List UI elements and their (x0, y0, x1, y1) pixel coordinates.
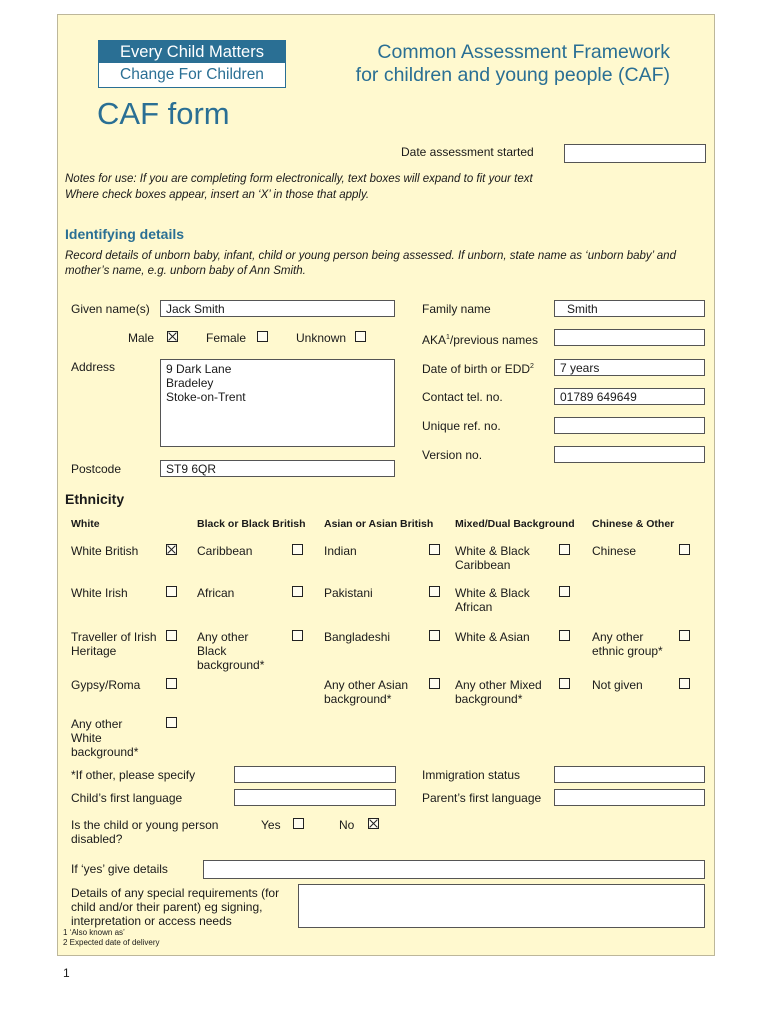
other-white-checkbox[interactable] (166, 717, 177, 728)
first-language-label: Child’s first language (71, 791, 183, 805)
unique-ref-field[interactable] (554, 417, 705, 434)
other-ethnic-group-checkbox[interactable] (679, 630, 690, 641)
chinese-checkbox[interactable] (679, 544, 690, 555)
immigration-field[interactable] (554, 766, 705, 783)
disabled-question-label: Is the child or young person disabled? (71, 818, 219, 846)
column-mixed: Mixed/Dual Background (455, 518, 575, 530)
ethnicity-option-label: Indian (324, 544, 357, 558)
footnote-1: 1 ‘Also known as’ (63, 928, 125, 937)
parent-language-field[interactable] (554, 789, 705, 806)
white-asian-checkbox[interactable] (559, 630, 570, 641)
date-started-label: Date assessment started (401, 145, 534, 159)
ethnicity-option-label: Gypsy/Roma (71, 678, 141, 692)
framework-title-line1: Common Assessment Framework (377, 41, 670, 63)
details-label: If ‘yes’ give details (71, 862, 168, 876)
family-name-field[interactable]: Smith (554, 300, 705, 317)
white-black-african-checkbox[interactable] (559, 586, 570, 597)
ethnicity-heading: Ethnicity (65, 491, 125, 507)
ethnicity-option-label: Any other Black background* (197, 630, 265, 672)
every-child-matters-logo (98, 40, 286, 88)
ethnicity-option-label: White Irish (71, 586, 128, 600)
address-field[interactable] (160, 359, 395, 447)
column-black: Black or Black British (197, 518, 306, 530)
male-checkbox[interactable] (167, 331, 178, 342)
unknown-label: Unknown (296, 331, 347, 345)
dob-label: Date of birth or EDD$^2$ (422, 362, 534, 376)
female-label: Female (206, 331, 247, 345)
special-requirements-label: Details of any special requirements (for child and/or their parent) eg signing, interpretation or access needs (71, 886, 280, 928)
identifying-details-heading: Identifying details (65, 226, 185, 242)
ethnicity-option-label: Not given (592, 678, 643, 692)
logo-line2: Change For Children (120, 66, 264, 83)
family-name-label: Family name (422, 302, 491, 316)
white-black-caribbean-checkbox[interactable] (559, 544, 570, 555)
notes-line2: Where check boxes appear, insert an ‘X’ in those that apply. (65, 189, 370, 201)
details-field[interactable] (203, 860, 705, 879)
identifying-intro-line1: Record details of unborn baby, infant, child or young person being assessed. If unborn, state name as ‘unborn baby’ and (65, 250, 676, 262)
column-white: White (71, 518, 100, 530)
disabled-yes-checkbox[interactable] (293, 818, 304, 829)
address-line-2: Bradeley (166, 376, 214, 390)
other-black-checkbox[interactable] (292, 630, 303, 641)
bangladeshi-checkbox[interactable] (429, 630, 440, 641)
ethnicity-option-label: White & Black African (455, 586, 530, 614)
notes-line1: Notes for use: If you are completing form electronically, text boxes will expand to fit your text (65, 173, 533, 185)
special-requirements-field[interactable] (298, 884, 705, 928)
specify-field[interactable] (234, 766, 396, 783)
parent-language-label: Parent’s first language (422, 791, 542, 805)
ethnicity-option-label: White & Asian (455, 630, 530, 644)
ethnicity-option-label: Any other White background* (71, 717, 139, 759)
ethnicity-option-label: White British (71, 544, 139, 558)
indian-checkbox[interactable] (429, 544, 440, 555)
footnote-2: 2 Expected date of delivery (63, 938, 160, 947)
caribbean-checkbox[interactable] (292, 544, 303, 555)
dob-field[interactable]: 7 years (554, 359, 705, 376)
white-irish-checkbox[interactable] (166, 586, 177, 597)
date-started-field[interactable] (564, 144, 706, 163)
not-given-checkbox[interactable] (679, 678, 690, 689)
ethnicity-option-label: Caribbean (197, 544, 253, 558)
given-name-label: Given name(s) (71, 302, 150, 316)
no-label: No (339, 818, 355, 832)
contact-label: Contact tel. no. (422, 390, 503, 404)
framework-title-line2: for children and young people (CAF) (355, 64, 670, 86)
ethnicity-option-label: Any other Mixed background* (455, 678, 542, 706)
aka-field[interactable] (554, 329, 705, 346)
ethnicity-option-label: Any other Asian background* (324, 678, 409, 706)
gypsy-roma-checkbox[interactable] (166, 678, 177, 689)
page-number: 1 (63, 966, 70, 980)
address-label: Address (71, 360, 116, 374)
first-language-field[interactable] (234, 789, 396, 806)
column-asian: Asian or Asian British (324, 518, 434, 530)
version-label: Version no. (422, 448, 483, 462)
address-line-3: Stoke-on-Trent (166, 390, 246, 404)
female-checkbox[interactable] (257, 331, 268, 342)
immigration-label: Immigration status (422, 768, 521, 782)
unknown-checkbox[interactable] (355, 331, 366, 342)
male-label: Male (128, 331, 155, 345)
given-name-field[interactable]: Jack Smith (160, 300, 395, 317)
ethnicity-option-label: White & Black Caribbean (455, 544, 530, 572)
ethnicity-option-label: Chinese (592, 544, 637, 558)
ethnicity-option-label: Traveller of Irish Heritage (71, 630, 157, 658)
other-asian-checkbox[interactable] (429, 678, 440, 689)
ethnicity-option-label: Bangladeshi (324, 630, 391, 644)
ethnicity-option-label: African (197, 586, 235, 600)
column-chinese-other: Chinese & Other (592, 518, 675, 530)
ethnicity-option-label: Pakistani (324, 586, 373, 600)
contact-field[interactable]: 01789 649649 (554, 388, 705, 405)
white-british-checkbox[interactable] (166, 544, 177, 555)
address-line-1: 9 Dark Lane (166, 362, 232, 376)
logo-line1: Every Child Matters (99, 41, 285, 63)
ethnicity-option-label: Any other ethnic group* (592, 630, 663, 658)
identifying-intro-line2: mother’s name, e.g. unborn baby of Ann Smith. (65, 265, 306, 277)
page-title: CAF form (97, 96, 230, 131)
african-checkbox[interactable] (292, 586, 303, 597)
specify-label: *If other, please specify (71, 768, 196, 782)
traveller-checkbox[interactable] (166, 630, 177, 641)
yes-label: Yes (261, 818, 281, 832)
unique-ref-label: Unique ref. no. (422, 419, 501, 433)
version-field[interactable] (554, 446, 705, 463)
aka-label: AKA$^1$/previous names (422, 333, 538, 347)
postcode-field[interactable]: ST9 6QR (160, 460, 395, 477)
postcode-label: Postcode (71, 462, 122, 476)
disabled-no-checkbox[interactable] (368, 818, 379, 829)
pakistani-checkbox[interactable] (429, 586, 440, 597)
other-mixed-checkbox[interactable] (559, 678, 570, 689)
